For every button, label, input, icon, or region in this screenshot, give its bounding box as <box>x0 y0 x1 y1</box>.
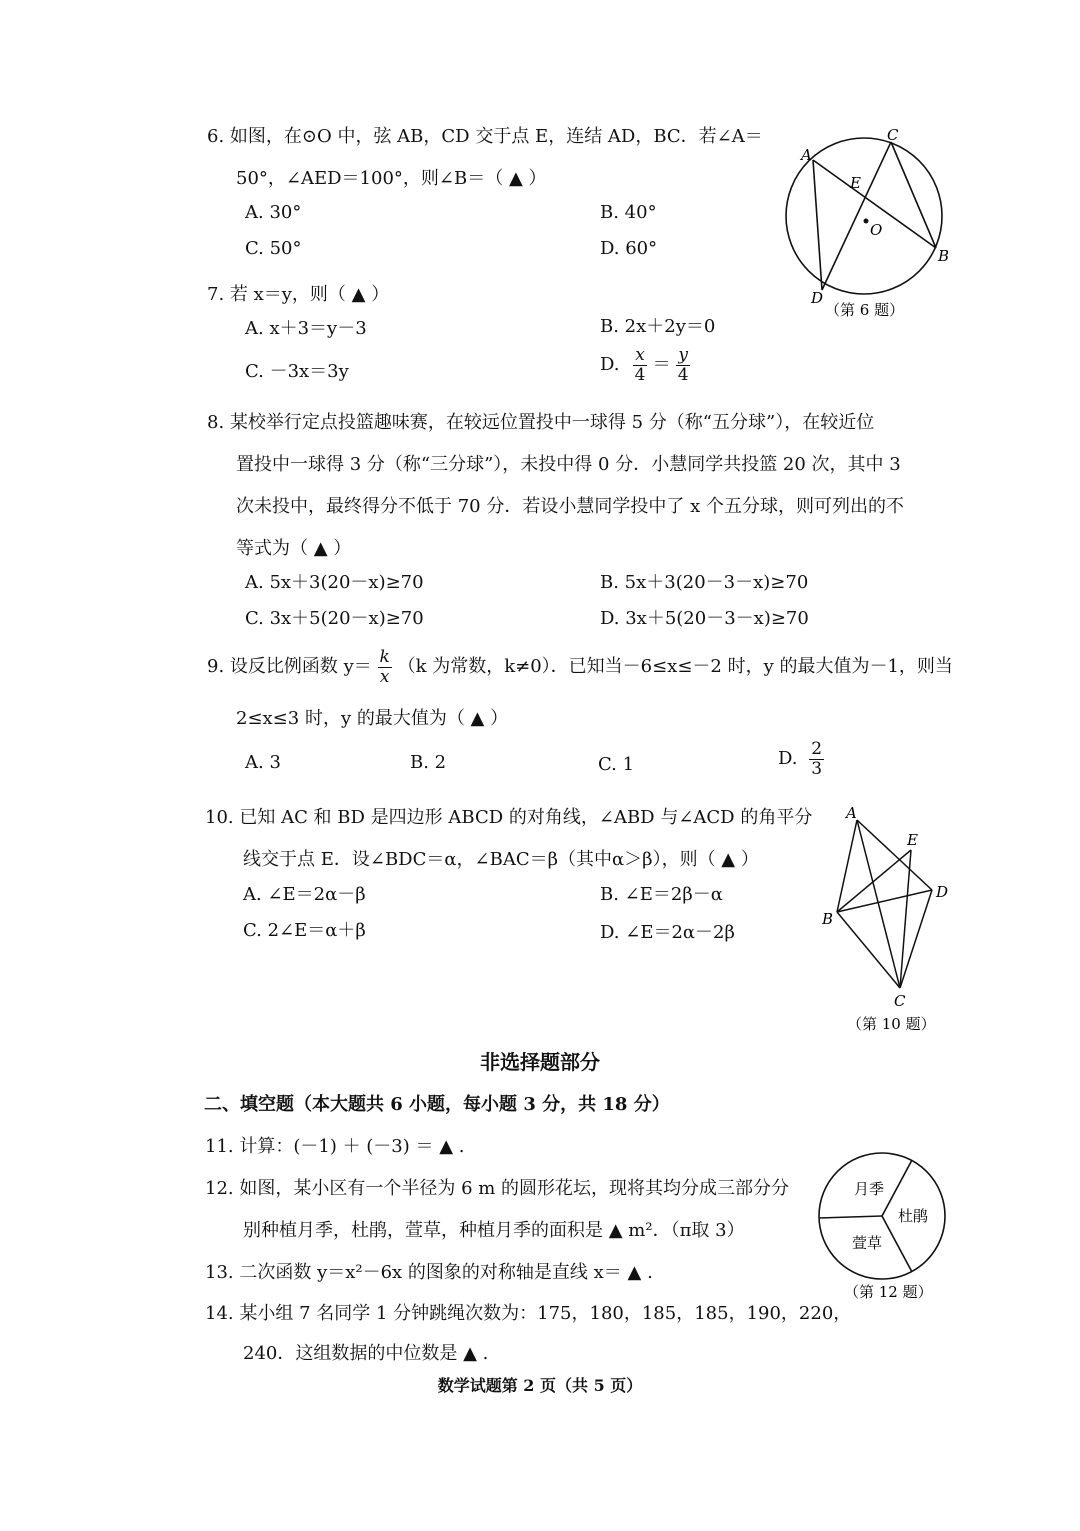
label-d: D <box>811 289 824 307</box>
q7-option-d-right-fraction <box>676 346 690 384</box>
q9-option-d-label: D. <box>778 748 798 770</box>
sector-label-dujuan: 杜鹃 <box>898 1207 929 1225</box>
q10-option-c: C. 2∠E＝α＋β <box>243 920 366 941</box>
q7-stem: 7. 若 x＝y，则（ ▲ ） <box>207 284 390 305</box>
fraction-numerator: k <box>379 647 390 667</box>
q8-line1: 8. 某校举行定点投篮趣味赛，在较远位置投中一球得 5 分（称“五分球”），在较近位 <box>207 412 875 433</box>
sector-label-yueji: 月季 <box>854 1180 885 1198</box>
q8-line3: 次未投中，最终得分不低于 70 分．若设小慧同学投中了 x 个五分球，则可列出的不 <box>236 496 904 517</box>
q7-option-d-label: D. <box>600 354 620 376</box>
fraction-denominator: 4 <box>677 364 689 385</box>
q7-option-a: A. x＋3＝y－3 <box>245 318 367 339</box>
q7-option-c: C. －3x＝3y <box>245 361 349 382</box>
q7-option-d-left-fraction <box>633 346 647 384</box>
side-cd <box>900 890 932 988</box>
q6-option-c: C. 50° <box>245 238 302 259</box>
center-dot <box>864 219 869 224</box>
q6-option-d: D. 60° <box>600 238 658 259</box>
q12-flowerbed-figure <box>812 1148 962 1308</box>
q13: 13. 二次函数 y＝x²－6x 的图象的对称轴是直线 x＝ ▲ . <box>205 1262 653 1283</box>
figure-caption: （第 10 题） <box>847 1015 936 1033</box>
q9-line1-suffix: （k 为常数，k≠0）．已知当－6≤x≤－2 时，y 的最大值为－1，则当 <box>397 656 953 678</box>
label-e: E <box>907 831 918 849</box>
label-e: E <box>850 174 861 192</box>
q8-option-d: D. 3x＋5(20－3－x)≥70 <box>600 608 809 629</box>
equals-sign: ＝ <box>652 354 671 376</box>
q6-stem-line1: 6. 如图，在⊙O 中，弦 AB，CD 交于点 E，连结 AD，BC．若∠A＝ <box>207 126 763 147</box>
q6-circle-figure <box>770 120 970 330</box>
q9-line1 <box>207 648 953 686</box>
fraction-numerator: x <box>635 345 645 365</box>
q8-option-b: B. 5x＋3(20－3－x)≥70 <box>600 572 809 593</box>
label-c: C <box>887 126 899 144</box>
q9-option-c: C. 1 <box>598 754 635 775</box>
q8-line2: 置投中一球得 3 分（称“三分球”），未投中得 0 分．小慧同学共投篮 20 次，其中 3 <box>236 454 901 475</box>
bisector-ce <box>900 850 911 988</box>
page-footer: 数学试题第 2 页（共 5 页） <box>437 1376 643 1395</box>
side-da <box>857 820 932 890</box>
part2-title: 二、填空题（本大题共 6 小题，每小题 3 分，共 18 分） <box>204 1094 670 1115</box>
q6-option-b: B. 40° <box>600 202 657 223</box>
label-b: B <box>822 910 834 928</box>
q7-option-d <box>600 346 690 384</box>
q14-line1: 14. 某小组 7 名同学 1 分钟跳绳次数为：175，180，185，185，190，220， <box>205 1303 852 1324</box>
divider-2 <box>819 1216 882 1218</box>
q9-option-d <box>778 740 824 778</box>
q10-option-b: B. ∠E＝2β－α <box>600 884 723 905</box>
q6-option-a: A. 30° <box>245 202 302 223</box>
q10-line1: 10. 已知 AC 和 BD 是四边形 ABCD 的对角线，∠ABD 与∠ACD 的角平分 <box>205 807 813 828</box>
section-title: 非选择题部分 <box>480 1050 600 1074</box>
fraction-denominator: x <box>379 666 390 687</box>
q7-option-b: B. 2x＋2y＝0 <box>600 316 716 337</box>
q9-option-d-fraction <box>809 740 824 778</box>
q9-line1-prefix: 9. 设反比例函数 y＝ <box>207 656 372 678</box>
q10-option-a: A. ∠E＝2α－β <box>243 884 366 905</box>
label-a: A <box>846 804 857 822</box>
q14-line2: 240．这组数据的中位数是 ▲ . <box>243 1343 489 1364</box>
fraction-numerator: 2 <box>811 739 823 759</box>
fraction-numerator: y <box>678 345 688 365</box>
sector-label-xuancao: 萱草 <box>852 1234 883 1252</box>
q6-stem-line2: 50°，∠AED＝100°，则∠B＝（ ▲ ） <box>236 168 547 189</box>
q9-option-b: B. 2 <box>410 752 447 773</box>
q9-function-fraction <box>378 648 392 686</box>
chord-cd <box>822 142 891 290</box>
q12-line2: 别种植月季，杜鹃，萱草，种植月季的面积是 ▲ m²．（π取 3） <box>243 1220 745 1241</box>
q9-line2: 2≤x≤3 时，y 的最大值为（ ▲ ） <box>236 708 509 729</box>
q8-option-c: C. 3x＋5(20－x)≥70 <box>245 608 424 629</box>
q10-quadrilateral-figure <box>815 800 965 1040</box>
q9-option-a: A. 3 <box>245 752 281 773</box>
segment-ad <box>813 160 822 290</box>
q8-line4: 等式为（ ▲ ） <box>236 538 352 559</box>
fraction-denominator: 3 <box>811 758 823 779</box>
label-d: D <box>936 883 949 901</box>
label-b: B <box>938 247 950 265</box>
q12-line1: 12. 如图，某小区有一个半径为 6 m 的圆形花坛，现将其均分成三部分分 <box>205 1178 790 1199</box>
figure-caption: （第 6 题） <box>825 301 905 319</box>
q8-option-a: A. 5x＋3(20－x)≥70 <box>245 572 424 593</box>
label-o: O <box>870 221 883 239</box>
label-c: C <box>894 992 906 1010</box>
q10-option-d: D. ∠E＝2α－2β <box>600 922 735 943</box>
q10-line2: 线交于点 E．设∠BDC＝α，∠BAC＝β（其中α＞β），则（ ▲ ） <box>243 849 759 870</box>
q11: 11. 计算：(－1) ＋ (－3) ＝ ▲ . <box>205 1136 465 1157</box>
fraction-denominator: 4 <box>634 364 646 385</box>
figure-caption: （第 12 题） <box>844 1283 933 1301</box>
label-a: A <box>801 146 812 164</box>
